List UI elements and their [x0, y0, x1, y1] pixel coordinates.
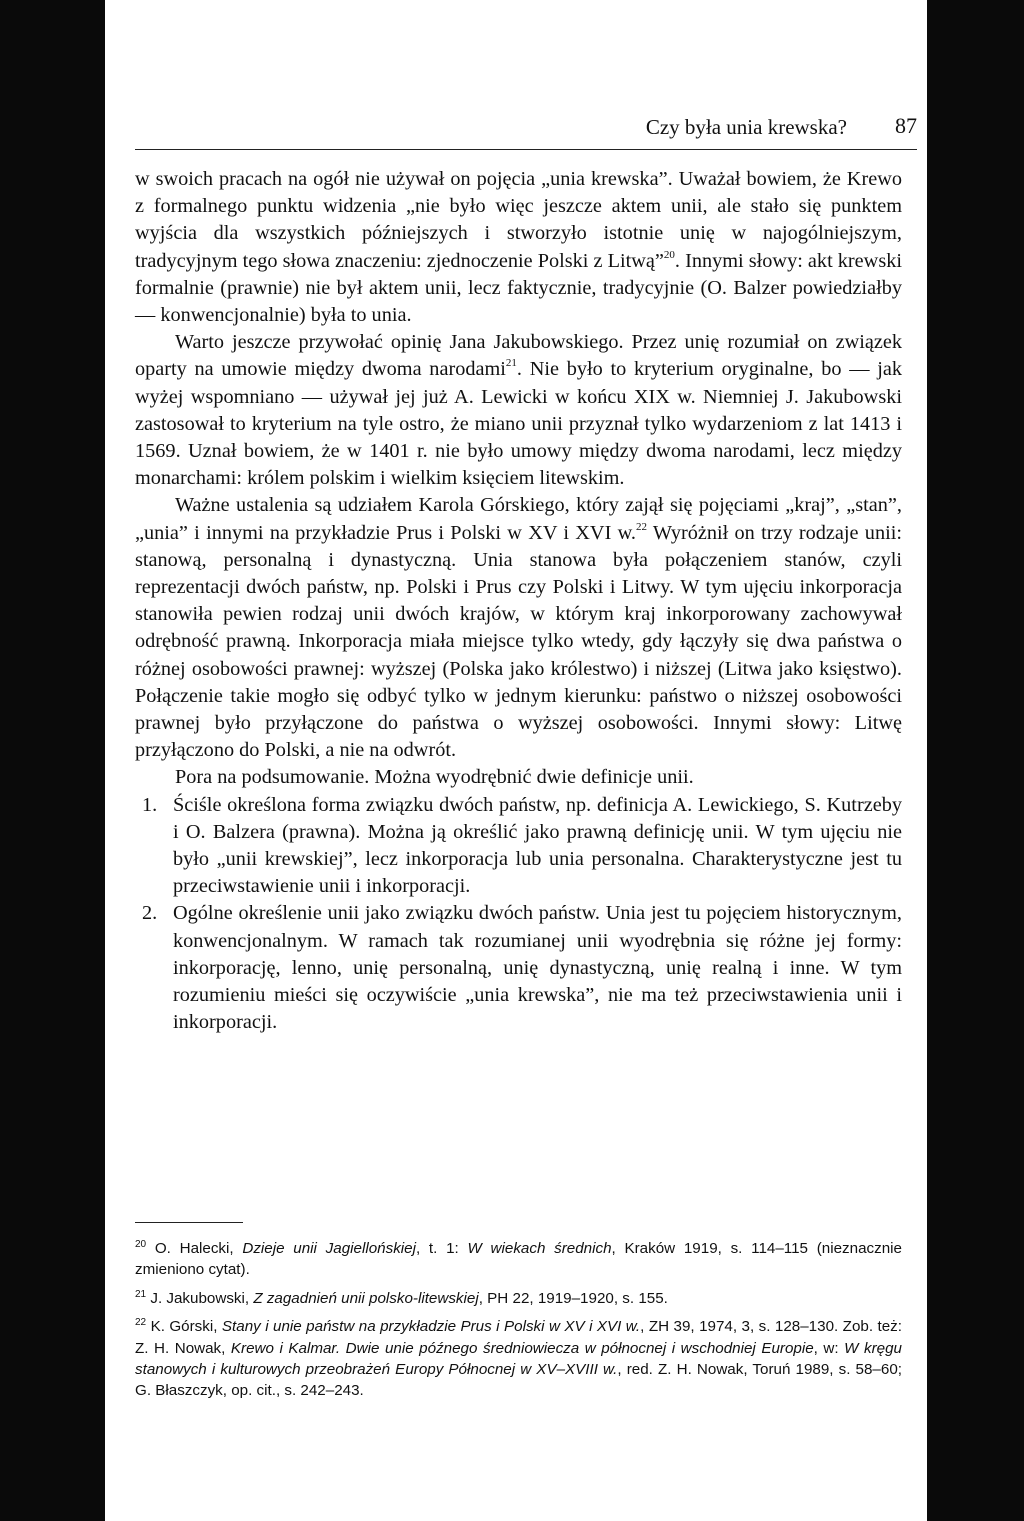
definitions-list — [135, 792, 902, 1037]
footnote-text: K. Górski, — [146, 1318, 222, 1336]
footnote-number: 20 — [135, 1239, 147, 1250]
paragraph-3-text-b: Wyróżnił on trzy rodzaje unii: stanową, personalną i dynastyczną. Unia stanowa była połączeniem stanów, czyli reprezentacji dwóch państw, np. Polski i Prus czy Polski i Litwy. W tym ujęciu inkorporacja stanowiła pewien rodzaj unii dwóch krajów, w którym kraj inkorporowany zachowywał odrębność prawną. Inkorporacja miała miejsce tylko wtedy, gdy łączyły się dwa państwa o różnej osobowości prawnej: wyższej (Polska jako królestwo) i niższej (Litwa jako księstwo). Połączenie takie mogło się odbyć tylko w jednym kierunku: państwo o niższej osobowości prawnej było przyłączone do państwa o wyższej osobowości. Innymi słowy: Litwę przyłączono do Polski, a nie na odwrót. — [135, 521, 902, 762]
footnote-ref-21: 21 — [505, 357, 517, 370]
footnote-separator — [135, 1222, 243, 1223]
paragraph-1 — [135, 166, 902, 329]
footnote-title: W kręgu stanowych i kulturowych przeobrażeń Europy Północnej w XV–XVIII w. — [135, 1339, 902, 1379]
footnote-title: Krewo i Kalmar. Dwie unie późnego średniowiecza w północnej i wschodniej Europie — [230, 1339, 814, 1357]
paragraph-1-text-a: w swoich pracach na ogół nie używał on pojęcia „unia krewska”. Uważał bowiem, że Krewo z formalnego punktu widzenia „nie było więc jeszcze aktem unii, ale stało się punktem wyjścia dla wszystkich późniejszych i stworzyło istotnie unię w najogólniejszym, tradycyjnym tego słowa znaczeniu: zjednoczenie Polski z Litwą” — [135, 168, 902, 272]
running-title: Czy była unia krewska? — [645, 115, 847, 139]
footnote-title: Dzieje unii Jagiellońskiej — [242, 1240, 416, 1257]
footnotes — [135, 1238, 902, 1409]
paragraph-4: Pora na podsumowanie. Można wyodrębnić dwie definicje unii. — [175, 766, 694, 789]
footnote-number: 22 — [135, 1317, 147, 1329]
paragraph-2-text-b: . Nie było to kryterium oryginalne, bo — jak wyżej wspomniano — używał jej już A. Lewicki w końcu XIX w. Niemniej J. Jakubowski zastosował to kryterium na tyle ostro, że miano unii przyznał tylko wydarzeniom z lat 1413 i 1569. Uznał bowiem, że w 1401 r. nie było umowy między dwoma narodami, lecz między monarchami: królem polskim i wielkim księciem litewskim. — [135, 358, 902, 490]
paragraph-2 — [135, 329, 902, 492]
footnote-ref-20: 20 — [663, 248, 675, 261]
footnote-text: , ZH 39, 1974, 3, s. 128–130. Zob. też: Z. H. Nowak, — [135, 1318, 902, 1357]
list-item — [135, 900, 902, 1036]
footnote-21 — [135, 1288, 902, 1309]
list-item-text: Ogólne określenie unii jako związku dwóch państw. Unia jest tu pojęciem historycznym, konwencjonalnym. W ramach tak rozumianej unii wyodrębnia się różne jej formy: inkorporację, lenno, unię personalną, unię dynastyczną, unię realną i inne. W tym rozumieniu mieści się oczywiście „unia krewska”, nie ma też przeciwstawienia unii i inkorporacji. — [173, 902, 902, 1034]
paragraph-2-text-a: Warto jeszcze przywołać opinię Jana Jakubowskiego. Przez unię rozumiał on związek oparty na umowie między dwoma narodami — [135, 331, 902, 381]
footnote-title: Stany i unie państw na przykładzie Prus i Polski w XV i XVI w. — [221, 1318, 641, 1336]
footnote-text: , t. 1: — [415, 1240, 468, 1257]
list-item-number: 2. — [142, 902, 158, 925]
book-page — [105, 0, 927, 1521]
paragraph-1-text-b: . Innymi słowy: akt krewski formalnie (prawnie) nie był aktem unii, lecz faktycznie, tradycyjnie (O. Balzer powiedziałby — konwencjonalnie) była to unia. — [135, 249, 902, 327]
paragraph-3 — [135, 492, 902, 764]
footnote-ref-22: 22 — [636, 520, 647, 533]
footnote-title: W wiekach średnich — [467, 1240, 612, 1257]
footnote-text: J. Jakubowski, — [146, 1289, 254, 1307]
main-text — [135, 166, 902, 1037]
paragraph-3-text-a: Ważne ustalenia są udziałem Karola Górskiego, który zajął się pojęciami „kraj”, „stan”, „unia” i innymi na przykładzie Prus i Polski w XV i XVI w. — [135, 494, 902, 544]
footnote-22 — [135, 1316, 902, 1402]
page-number: 87 — [895, 113, 917, 138]
footnote-text: , red. Z. H. Nowak, Toruń 1989, s. 58–60; G. Błaszczyk, op. cit., s. 242–243. — [135, 1361, 902, 1400]
running-header — [135, 113, 917, 150]
footnote-text: , w: — [813, 1339, 845, 1357]
footnote-text: , Kraków 1919, s. 114–115 (nieznacznie zmieniono cytat). — [135, 1240, 902, 1279]
list-item — [135, 792, 902, 901]
footnote-text: , PH 22, 1919–1920, s. 155. — [478, 1289, 668, 1307]
footnote-title: Z zagadnień unii polsko-litewskiej — [253, 1289, 479, 1307]
footnote-20 — [135, 1238, 902, 1281]
footnote-text: O. Halecki, — [146, 1240, 243, 1257]
footnote-number: 21 — [135, 1288, 147, 1300]
list-item-text: Ściśle określona forma związku dwóch państw, np. definicja A. Lewickiego, S. Kutrzeby i O. Balzera (prawna). Można ją określić jako prawną definicję unii. W tym ujęciu nie było „unii krewskiej”, lecz inkorporacja lub unia personalna. Charakterystyczne jest tu przeciwstawienie unii i inkorporacji. — [173, 793, 902, 898]
list-item-number: 1. — [142, 793, 158, 816]
